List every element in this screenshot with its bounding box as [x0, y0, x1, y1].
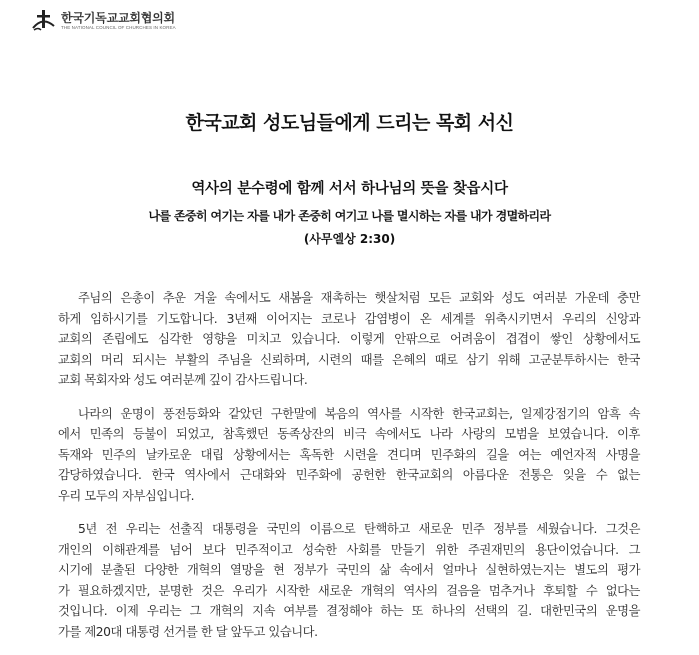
- body-line: 가 필요하겠지만, 분명한 것은 우리가 시작한 새로운 개혁의 역사의 걸음을 멈추거나 후퇴할 수 없다는: [58, 583, 640, 598]
- body-line: 주님의 은총이 추운 겨울 속에서도 새봄을 재촉하는 햇살처럼 모든 교회와 성도 여러분 가운데 충만: [78, 291, 640, 305]
- letter-subtitle: 역사의 분수령에 함께 서서 하나님의 뜻을 찾읍시다: [191, 181, 508, 197]
- body-line: 것입니다. 이제 우리는 그 개혁의 지속 여부를 결정해야 하는 또 하나의 선택의 길. 대한민국의 운명을: [58, 604, 640, 618]
- body-line: 우리 모두의 자부심입니다.: [58, 488, 195, 503]
- body-line: 독재와 민주의 날카로운 대립 상황에서는 혹독한 시련을 견디며 민주화의 길을 여는 예언자적 사명을: [58, 447, 640, 462]
- letter-body: [58, 288, 640, 655]
- body-line: 교회의 머리 되시는 부활의 주님을 신뢰하며, 시련의 때를 은혜의 때로 삼기 위해 고군분투하시는 한국: [58, 352, 640, 367]
- body-line: 교회 목회자와 성도 여러분께 깊이 감사드립니다.: [58, 373, 308, 387]
- scripture-reference: (사무엘상 2:30): [303, 232, 396, 246]
- body-line: 감당하였습니다. 한국 역사에서 근대화와 민주화에 공헌한 한국교회의 아름다운 전통은 잊을 수 없는: [58, 468, 640, 482]
- body-line: 시기에 분출된 다양한 개혁의 열망을 현 정부가 국민의 삶 속에서 얼마나 실현하였는지는 별도의 평가: [58, 563, 640, 577]
- body-line: 에서 민족의 등불이 되었고, 참혹했던 동족상잔의 비극 속에서도 나라 사랑의 모범을 보였습니다. 이후: [58, 427, 640, 441]
- paragraph-1: [58, 288, 640, 391]
- body-line: 교회의 존립에도 심각한 영향을 미치고 있습니다. 이렇게 안팎으로 어려움이 겹겹이 쌓인 상황에서도: [58, 332, 640, 346]
- body-line: 개인의 이해관계를 넘어 보다 민주적이고 성숙한 사회를 만들기 위한 주권재민의 용단이었습니다. 그: [58, 542, 640, 557]
- org-name: 한국기독교교회협의회: [61, 10, 175, 25]
- body-line: 나라의 운명이 풍전등화와 같았던 구한말에 복음의 역사를 시작한 한국교회는, 일제강점기의 암흑 속: [78, 406, 640, 421]
- body-line: 5년 전 우리는 선출직 대통령을 국민의 이름으로 탄핵하고 새로운 민주 정부를 세웠습니다. 그것은: [78, 522, 640, 536]
- paragraph-3: [58, 519, 640, 642]
- ncck-cross-logo-icon: [30, 8, 56, 34]
- body-line: 하게 임하시기를 기도합니다. 3년째 이어지는 코로나 감염병이 온 세계를 위축시키면서 우리의 신앙과: [58, 311, 640, 326]
- body-line: 가를 제20대 대통령 선거를 한 달 앞두고 있습니다.: [58, 624, 318, 639]
- paragraph-2: [58, 404, 640, 507]
- letter-title: 한국교회 성도님들에게 드리는 목회 서신: [185, 112, 514, 134]
- header: [30, 8, 176, 34]
- scripture-verse: 나를 존중히 여기는 자를 내가 존중히 여기고 나를 멸시하는 자를 내가 경멸하리라: [148, 209, 551, 223]
- org-english-name: THE NATIONAL COUNCIL OF CHURCHES IN KOREA: [61, 24, 176, 30]
- org-logo-text: [61, 12, 176, 31]
